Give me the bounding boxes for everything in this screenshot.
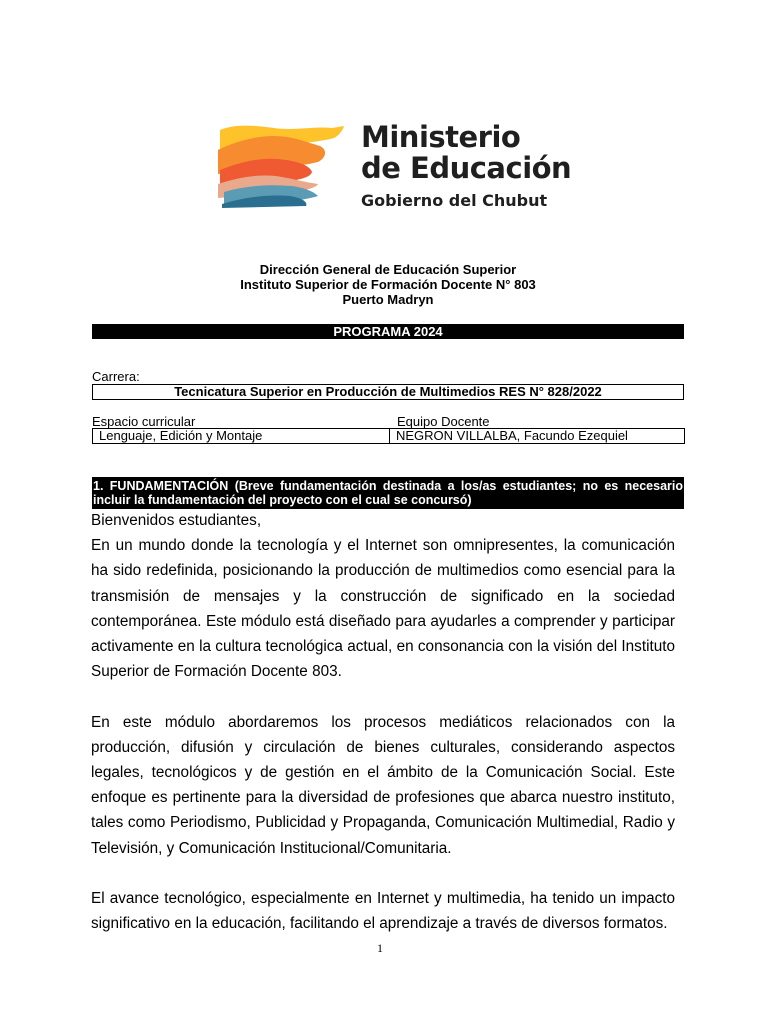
section-1-body xyxy=(91,508,675,936)
institution-line-1: Dirección General de Educación Superior xyxy=(259,262,517,277)
career-value-box: Tecnicatura Superior en Producción de Multimedios RES N° 828/2022 xyxy=(92,384,684,400)
teaching-team-value: NEGRON VILLALBA, Facundo Ezequiel xyxy=(389,428,685,444)
institution-header xyxy=(0,262,768,307)
section-1-header-bar xyxy=(92,477,684,509)
paragraph-1: En un mundo donde la tecnología y el Internet son omnipresentes, la comunicación ha sido redefinida, posicionando la producción de multimedios como esencial para la transmisión de mensajes y la construcción de significado en la sociedad contemporánea. Este módulo está diseñado para ayudarles a comprender y participar activamente en la cultura tecnológica actual, en consonancia con la visión del Instituto Superior de Formación Docente 803. xyxy=(91,537,675,681)
career-label: Carrera: xyxy=(92,369,140,384)
ministry-logo xyxy=(214,122,574,214)
paragraph-2: En este módulo abordaremos los procesos mediáticos relacionados con la producción, difusión y circulación de bienes culturales, considerando aspectos legales, tecnológicos y de gestión en el ámbito de la Comunicación Social. Este enfoque es pertinente para la diversidad de profesiones que abarca nuestro instituto, tales como Periodismo, Publicidad y Propaganda, Comunicación Multimedial, Radio y Televisión, y Comunicación Institucional/Comunitaria. xyxy=(91,713,675,857)
teaching-team-label: Equipo Docente xyxy=(397,414,490,429)
page-number: 1 xyxy=(377,941,383,955)
institution-line-2: Instituto Superior de Formación Docente N° 803 xyxy=(240,277,536,292)
logo-line-de-educacion: de Educación xyxy=(361,151,572,185)
institution-line-3: Puerto Madryn xyxy=(342,292,434,307)
paragraph-3: El avance tecnológico, especialmente en Internet y multimedia, ha tenido un impacto significativo en la educación, facilitando el aprendizaje a través de diversos formatos. xyxy=(91,890,675,933)
curricular-space-value: Lenguaje, Edición y Montaje xyxy=(92,428,390,444)
logo-line-gobierno: Gobierno del Chubut xyxy=(361,191,548,210)
landscape-logo-icon xyxy=(214,122,349,212)
section-1-note: (Breve fundamentación destinada a los/as estudiantes; no es necesario incluir la fundamentación del proyecto con el cual se concursó) xyxy=(93,479,683,507)
curricular-space-label: Espacio curricular xyxy=(92,414,196,429)
logo-wordmark xyxy=(361,122,581,211)
paragraph-greeting: Bienvenidos estudiantes, xyxy=(91,512,262,529)
program-title-bar: PROGRAMA 2024 xyxy=(92,324,684,339)
logo-line-ministerio: Ministerio xyxy=(361,120,521,154)
section-1-title: 1. FUNDAMENTACIÓN xyxy=(93,479,229,493)
